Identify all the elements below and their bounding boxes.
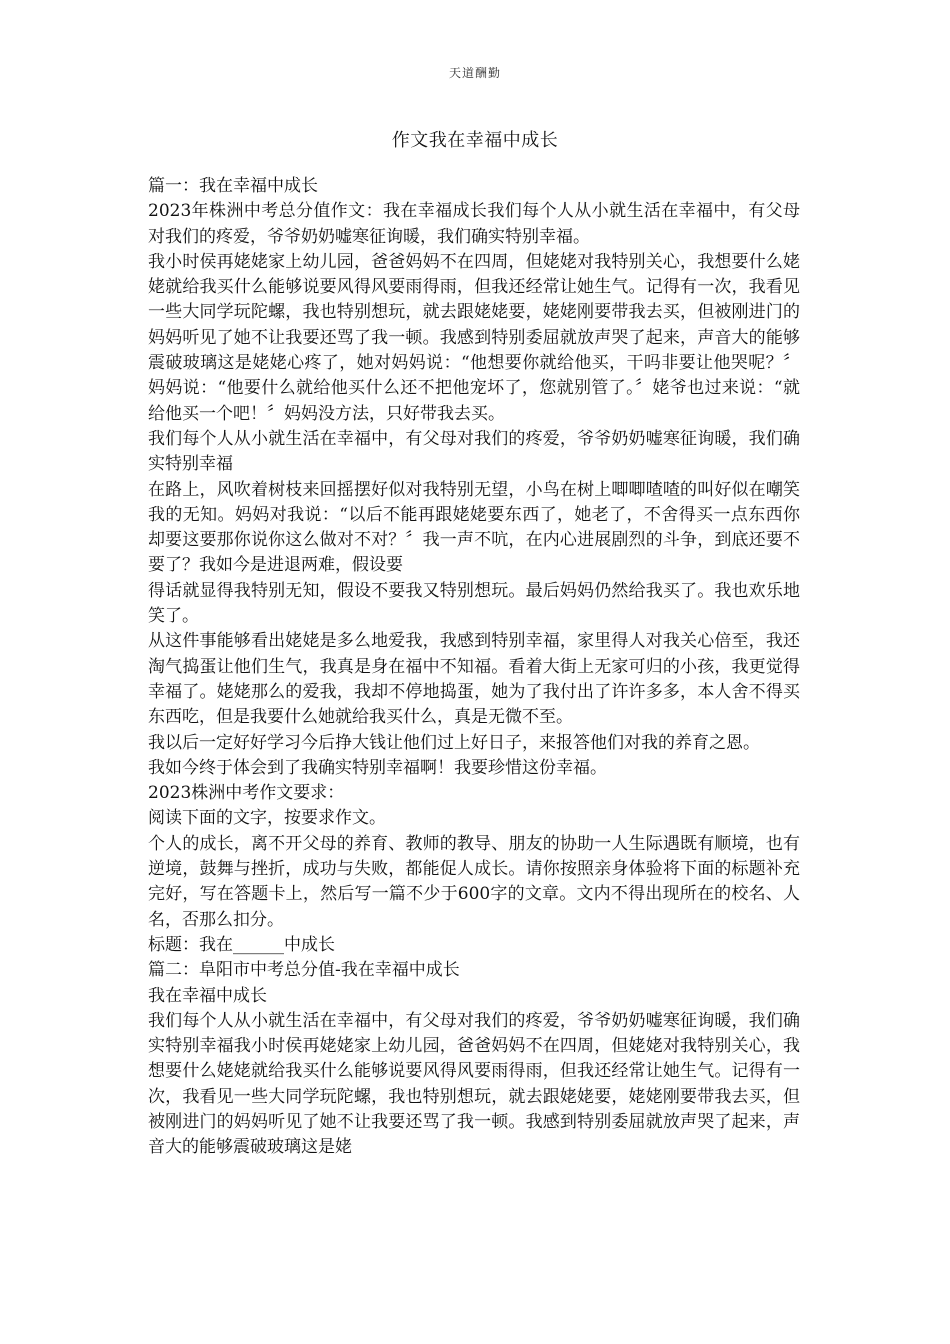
page-header: 天道酬勤 bbox=[448, 66, 501, 80]
paragraph: 篇一：我在幸福中成长 bbox=[148, 176, 318, 196]
paragraph: 从这件事能够看出姥姥是多么地爱我，我感到特别幸福，家里得人对我关心倍至，我还淘气捣蛋让他们生气，我真是身在福中不知福。看着大街上无家可归的小孩，我更觉得幸福了。姥姥那么的爱我，我却不停地捣蛋，她为了我付出了许许多多，本人舍不得买东西吃，但是我要什么她就给我买什么，真是无微不至。 bbox=[148, 631, 800, 728]
paragraph: 我如今终于体会到了我确实特别幸福啊！我要珍惜这份幸福。 bbox=[148, 757, 607, 778]
document-body bbox=[148, 174, 800, 1161]
paragraph: 标题：我在______中成长 bbox=[148, 934, 335, 955]
paragraph: 我们每个人从小就生活在幸福中，有父母对我们的疼爱，爷爷奶奶嘘寒征询暖，我们确实特别幸福我小时侯再姥姥家上幼儿园，爸爸妈妈不在四周，但姥姥对我特别关心，我想要什么姥姥就给我买什么能够说要风得风要雨得雨，但我还经常让她生气。记得有一次，我看见一些大同学玩陀螺，我也特别想玩，就去跟姥姥要，姥姥刚要带我去买，但被刚进门的妈妈听见了她不让我要还骂了我一顿。我感到特别委屈就放声哭了起来，声音大的能够震破玻璃这是姥 bbox=[148, 1010, 800, 1158]
paragraph: 我们每个人从小就生活在幸福中，有父母对我们的疼爱，爷爷奶奶嘘寒征询暖，我们确实特别幸福 bbox=[148, 428, 800, 475]
paragraph: 得话就显得我特别无知，假设不要我又特别想玩。最后妈妈仍然给我买了。我也欢乐地笑了。 bbox=[148, 580, 800, 627]
paragraph: 我以后一定好好学习今后挣大钱让他们过上好日子，来报答他们对我的养育之恩。 bbox=[148, 732, 760, 753]
document-title: 作文我在幸福中成长 bbox=[391, 130, 559, 151]
paragraph: 2023年株洲中考总分值作文：我在幸福成长我们每个人从小就生活在幸福中，有父母对我们的疼爱，爷爷奶奶嘘寒征询暖，我们确实特别幸福。 bbox=[148, 201, 800, 247]
paragraph: 我小时侯再姥姥家上幼儿园，爸爸妈妈不在四周，但姥姥对我特别关心，我想要什么姥姥就给我买什么能够说要风得风要雨得雨，但我还经常让她生气。记得有一次，我看见一些大同学玩陀螺，我也特别想玩，就去跟姥姥要，姥姥刚要带我去买，但被刚进门的妈妈听见了她不让我要还骂了我一顿。我感到特别委屈就放声哭了起来，声音大的能够震破玻璃这是姥姥心疼了，她对妈妈说：“他想要你就给他买，干吗非要让他哭呢？〞妈妈说：“他要什么就给他买什么还不把他宠坏了，您就别管了。〞姥爷也过来说：“就给他买一个吧！〞妈妈没方法，只好带我去买。 bbox=[148, 251, 800, 424]
paragraph: 阅读下面的文字，按要求作文。 bbox=[148, 808, 386, 829]
paragraph: 我在幸福中成长 bbox=[148, 985, 267, 1006]
paragraph: 篇二：阜阳市中考总分值-我在幸福中成长 bbox=[148, 960, 460, 981]
paragraph: 2023株洲中考作文要求： bbox=[148, 783, 345, 804]
paragraph: 在路上，风吹着树枝来回摇摆好似对我特别无望，小鸟在树上唧唧喳喳的叫好似在嘲笑我的无知。妈妈对我说：“以后不能再跟姥姥要东西了，她老了，不舍得买一点东西你却要这要那你说你这么做对不对？〞我一声不吭，在内心进展剧烈的斗争，到底还要不要了？我如今是进退两难，假设要 bbox=[148, 479, 800, 576]
paragraph: 个人的成长，离不开父母的养育、教师的教导、朋友的协助一人生际遇既有顺境，也有逆境，鼓舞与挫折，成功与失败，都能促人成长。请你按照亲身体验将下面的标题补充完好，写在答题卡上，然后写一篇不少于600字的文章。文内不得出现所在的校名、人名，否那么扣分。 bbox=[148, 833, 800, 930]
